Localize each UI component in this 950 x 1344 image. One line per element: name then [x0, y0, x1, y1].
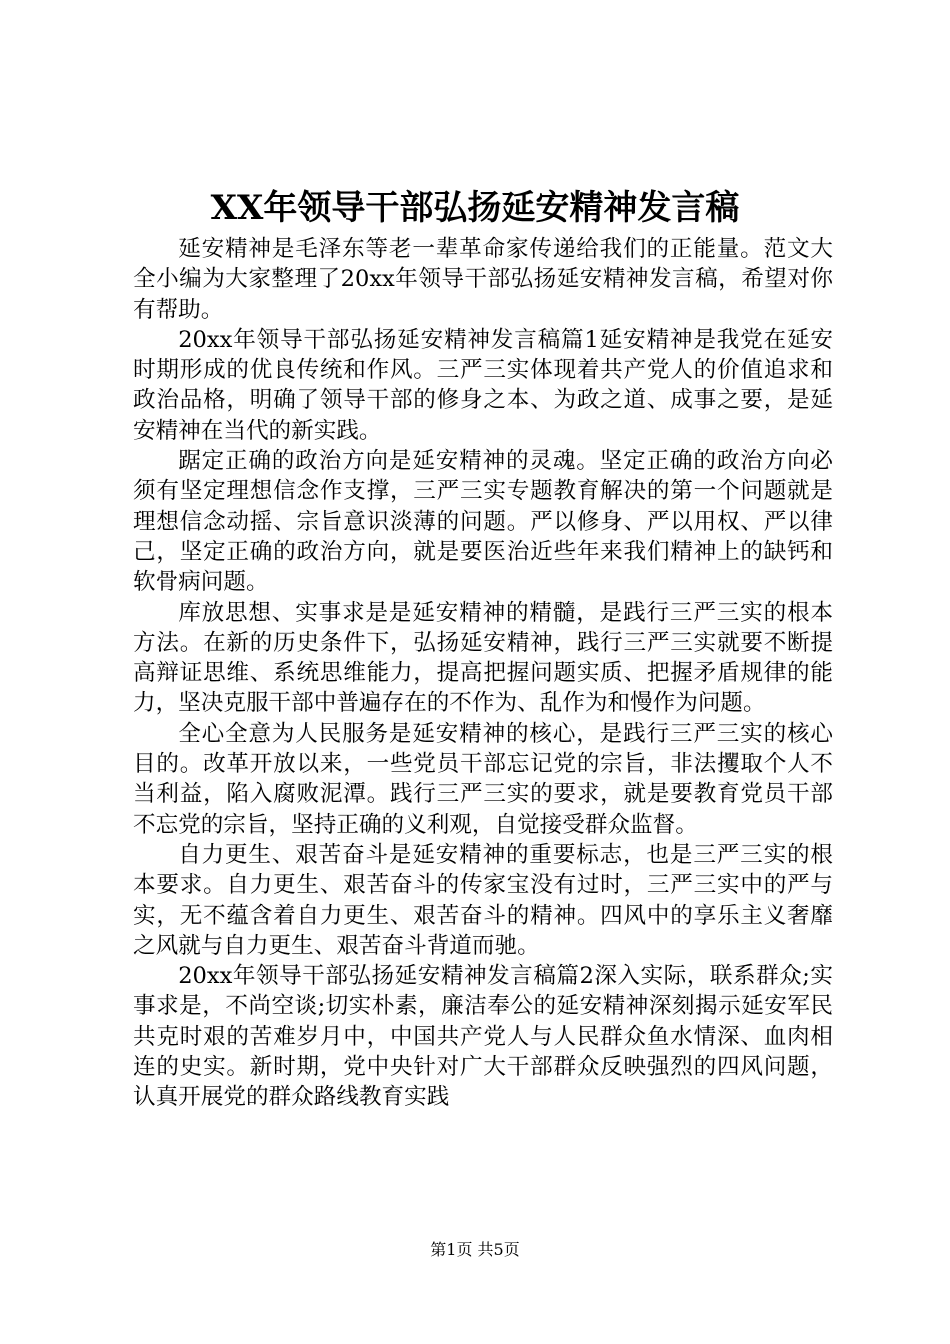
paragraph-article-1: 20xx年领导干部弘扬延安精神发言稿篇1延安精神是我党在延安时期形成的优良传统和作风。三严三实体现着共产党人的价值追求和政治品格，明确了领导干部的修身之本、为政之道、成事之要，是延安精神在当代的新实践。	[133, 326, 833, 444]
document-body	[133, 234, 833, 1113]
paragraph-intro: 延安精神是毛泽东等老一辈革命家传递给我们的正能量。范文大全小编为大家整理了20xx年领导干部弘扬延安精神发言稿，希望对你有帮助。	[133, 236, 833, 323]
page-footer: 第1页 共5页	[430, 1240, 520, 1259]
document-title: XX年领导干部弘扬延安精神发言稿	[210, 188, 740, 228]
paragraph-seek-truth: 库放思想、实事求是是延安精神的精髓，是践行三严三实的根本方法。在新的历史条件下，弘扬延安精神，践行三严三实就要不断提高辩证思维、系统思维能力，提高把握问题实质、把握矛盾规律的能力，坚决克服干部中普遍存在的不作为、乱作为和慢作为问题。	[133, 599, 833, 717]
paragraph-serve-people: 全心全意为人民服务是延安精神的核心，是践行三严三实的核心目的。改革开放以来，一些党员干部忘记党的宗旨，非法攫取个人不当利益，陷入腐败泥潭。践行三严三实的要求，就是要教育党员干部不忘党的宗旨，坚持正确的义利观，自觉接受群众监督。	[133, 720, 833, 838]
paragraph-self-reliance: 自力更生、艰苦奋斗是延安精神的重要标志，也是三严三实的根本要求。自力更生、艰苦奋斗的传家宝没有过时，三严三实中的严与实，无不蕴含着自力更生、艰苦奋斗的精神。四风中的享乐主义奢靡之风就与自力更生、艰苦奋斗背道而驰。	[133, 841, 833, 959]
paragraph-political-direction: 踞定正确的政治方向是延安精神的灵魂。坚定正确的政治方向必须有坚定理想信念作支撑，三严三实专题教育解决的第一个问题就是理想信念动摇、宗旨意识淡薄的问题。严以修身、严以用权、严以律己，坚定正确的政治方向，就是要医治近些年来我们精神上的缺钙和软骨病问题。	[133, 448, 833, 596]
paragraph-article-2: 20xx年领导干部弘扬延安精神发言稿篇2深入实际，联系群众;实事求是，不尚空谈;切实朴素，廉洁奉公的延安精神深刻揭示延安军民共克时艰的苦难岁月中，中国共产党人与人民群众鱼水情深、血肉相连的史实。新时期，党中央针对广大干部群众反映强烈的四风问题，认真开展党的群众路线教育实践	[133, 963, 833, 1111]
